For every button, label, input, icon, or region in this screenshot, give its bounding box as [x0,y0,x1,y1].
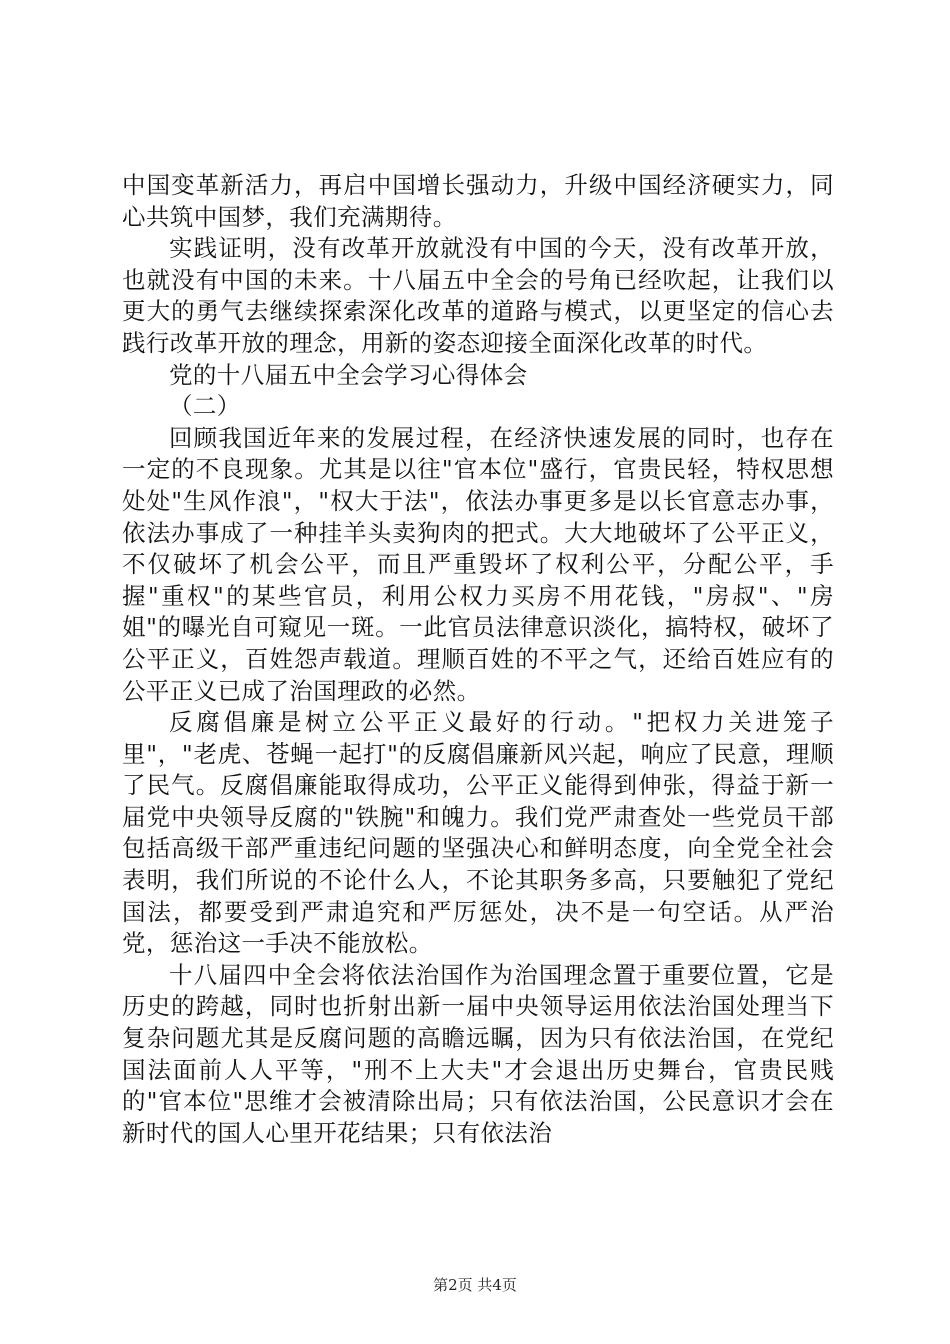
section-number: （二） [169,392,241,421]
paragraph-review: 回顾我国近年来的发展过程，在经济快速发展的同时，也存在一定的不良现象。尤其是以往"官本位"盛行，官贵民轻，特权思想处处"生风作浪"，"权大于法"，依法办事更多是以长官意志办事，依法办事成了一种挂羊头卖狗肉的把式。大大地破坏了公平正义，不仅破坏了机会公平，而且严重毁坏了权利公平，分配公平，手握"重权"的某些官员，利用公权力买房不用花钱，"房叔"、"房姐"的曝光自可窥见一斑。一此官员法律意识淡化，搞特权，破坏了公平正义，百姓怨声载道。理顺百姓的不平之气，还给百姓应有的公平正义已成了治国理政的必然。 [122,423,834,705]
page-footer: 第2页 共4页 [433,1276,517,1294]
paragraph-anticorruption: 反腐倡廉是树立公平正义最好的行动。"把权力关进笼子里"，"老虎、苍蝇一起打"的反腐倡廉新风兴起，响应了民意，理顺了民气。反腐倡廉能取得成功，公平正义能得到伸张，得益于新一届党中央领导反腐的"铁腕"和魄力。我们党严肃查处一些党员干部包括高级干部严重违纪问题的坚强决心和鲜明态度，向全党全社会表明，我们所说的不论什么人，不论其职务多高，只要触犯了党纪国法，都要受到严肃追究和严厉惩处，决不是一句空话。从严治党，惩治这一手决不能放松。 [122,708,834,958]
document-body [122,170,834,1149]
paragraph-practice: 实践证明，没有改革开放就没有中国的今天，没有改革开放，也就没有中国的未来。十八届五中全会的号角已经吹起，让我们以更大的勇气去继续探索深化改革的道路与模式，以更坚定的信心去践行改革开放的理念，用新的姿态迎接全面深化改革的时代。 [122,234,834,357]
section-title: 党的十八届五中全会学习心得体会 [169,360,528,389]
paragraph-rule-of-law: 十八届四中全会将依法治国作为治国理念置于重要位置，它是历史的跨越，同时也折射出新一届中央领导运用依法治国处理当下复杂问题尤其是反腐问题的高瞻远瞩，因为只有依法治国，在党纪国法面前人人平等，"刑不上大夫"才会退出历史舞台，官贵民贱的"官本位"思维才会被清除出局；只有依法治国，公民意识才会在新时代的国人心里开花结果；只有依法治 [122,960,834,1147]
paragraph-continuation: 中国变革新活力，再启中国增长强动力，升级中国经济硬实力，同心共筑中国梦，我们充满期待。 [122,171,834,231]
